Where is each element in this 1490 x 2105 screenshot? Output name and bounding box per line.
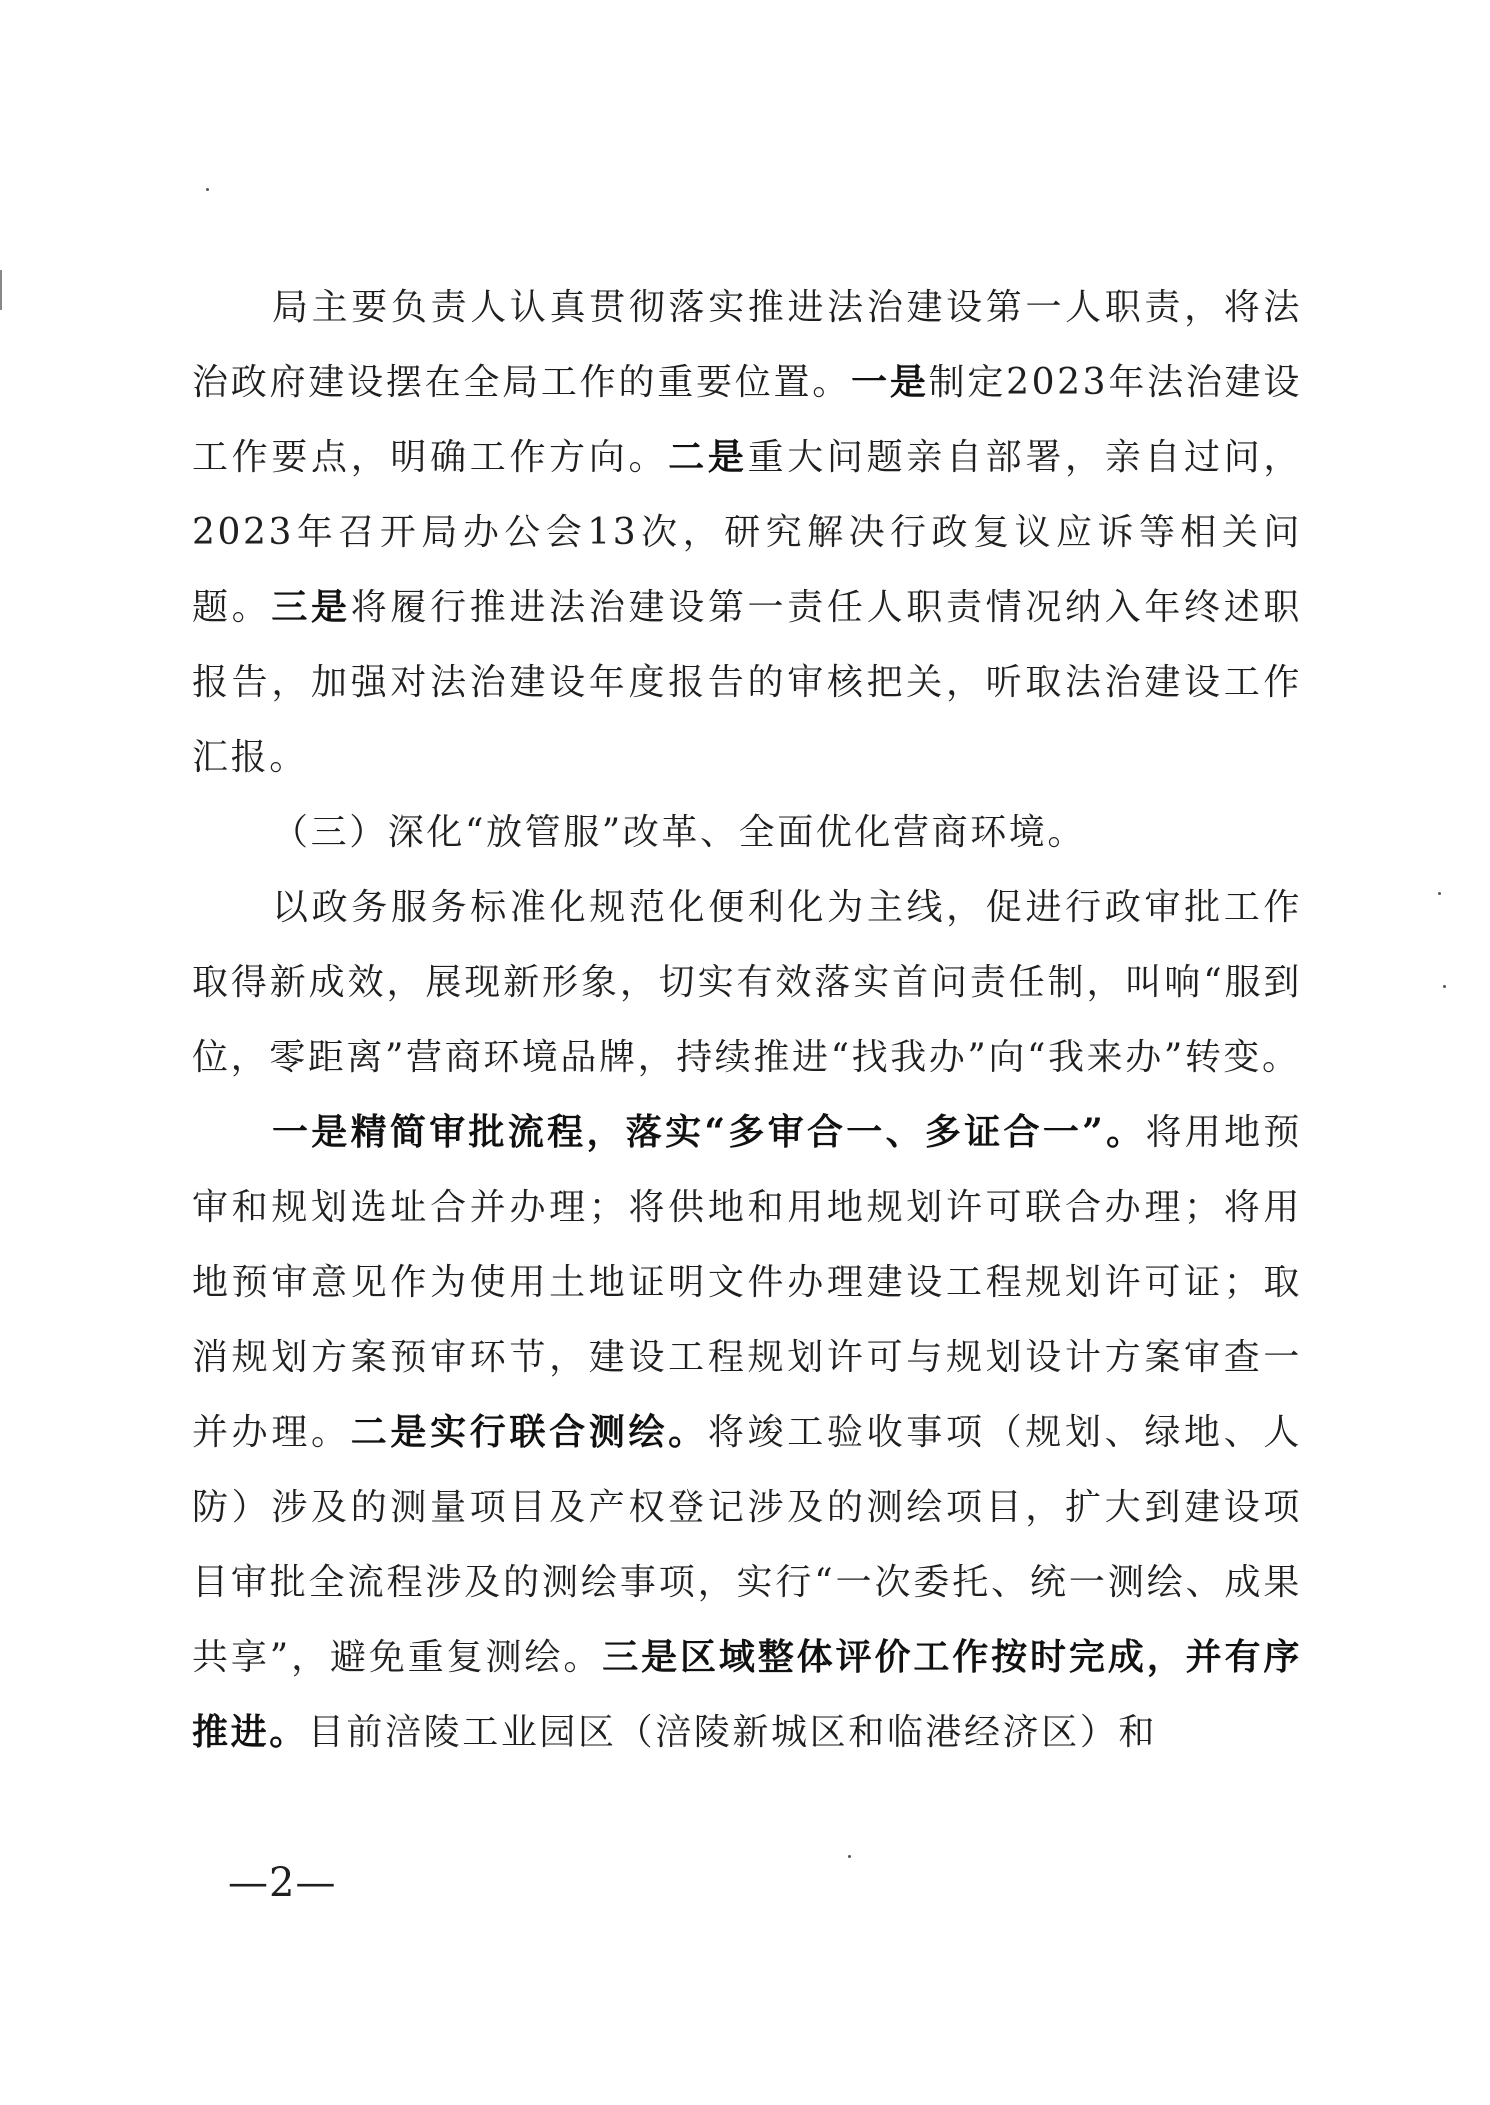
paragraph-leadership-duties	[192, 270, 1302, 795]
scan-speck	[1443, 985, 1446, 988]
scan-edge-mark	[0, 270, 2, 310]
bold-marker: 三是	[271, 586, 351, 628]
body-text	[192, 270, 1302, 1770]
paragraph-text: 将竣工验收事项（规划、绿地、人防）涉及的测量项目及产权登记涉及的测绘项目，扩大到建设项目审批全流程涉及的测绘事项，实行“一次委托、统一测绘、成果共享”，避免重复测绘。	[192, 1412, 1302, 1678]
scan-speck	[1438, 892, 1441, 895]
paragraph-service-reform: 以政务服务标准化规范化便利化为主线，促进行政审批工作取得新成效，展现新形象，切实有效落实首问责任制，叫响“服到位，零距离”营商环境品牌，持续推进“找我办”向“我来办”转变。	[192, 887, 1302, 1078]
paragraph-text: 将用地预审和规划选址合并办理；将供地和用地规划许可联合办理；将用地预审意见作为使用土地证明文件办理建设工程规划许可证；取消规划方案预审环节，建设工程规划许可与规划设计方案审查一并办理。	[192, 1112, 1303, 1453]
scan-speck	[206, 188, 209, 191]
bold-heading: 二是实行联合测绘。	[350, 1411, 708, 1453]
bold-marker: 一是	[851, 361, 929, 403]
scan-speck	[848, 1855, 851, 1858]
bold-heading: 三是区域整体评价工作按时完成，并有序推进。	[192, 1636, 1302, 1753]
paragraph-text: 重大问题亲自部署，亲自过问，2023年召开局办公会13次，研究解决行政复议应诉等相关问题。	[192, 437, 1303, 628]
page-number: —2—	[228, 1860, 337, 1906]
paragraph-approval-measures	[192, 1095, 1302, 1770]
paragraph-text: 制定2023年法治建设工作要点，明确工作方向。	[192, 362, 1303, 478]
paragraph-text: 局主要负责人认真贯彻落实推进法治建设第一人职责，将法治政府建设摆在全局工作的重要位置。	[192, 287, 1302, 403]
paragraph-text: 将履行推进法治建设第一责任人职责情况纳入年终述职报告，加强对法治建设年度报告的审核把关，听取法治建设工作汇报。	[192, 587, 1303, 778]
section-heading: （三）深化“放管服”改革、全面优化营商环境。	[272, 812, 1087, 853]
bold-heading: 一是精简审批流程，落实“多审合一、多证合一”。	[272, 1111, 1146, 1153]
bold-marker: 二是	[668, 436, 748, 478]
paragraph-text: 目前涪陵工业园区（涪陵新城区和临港经济区）和	[307, 1712, 1158, 1753]
